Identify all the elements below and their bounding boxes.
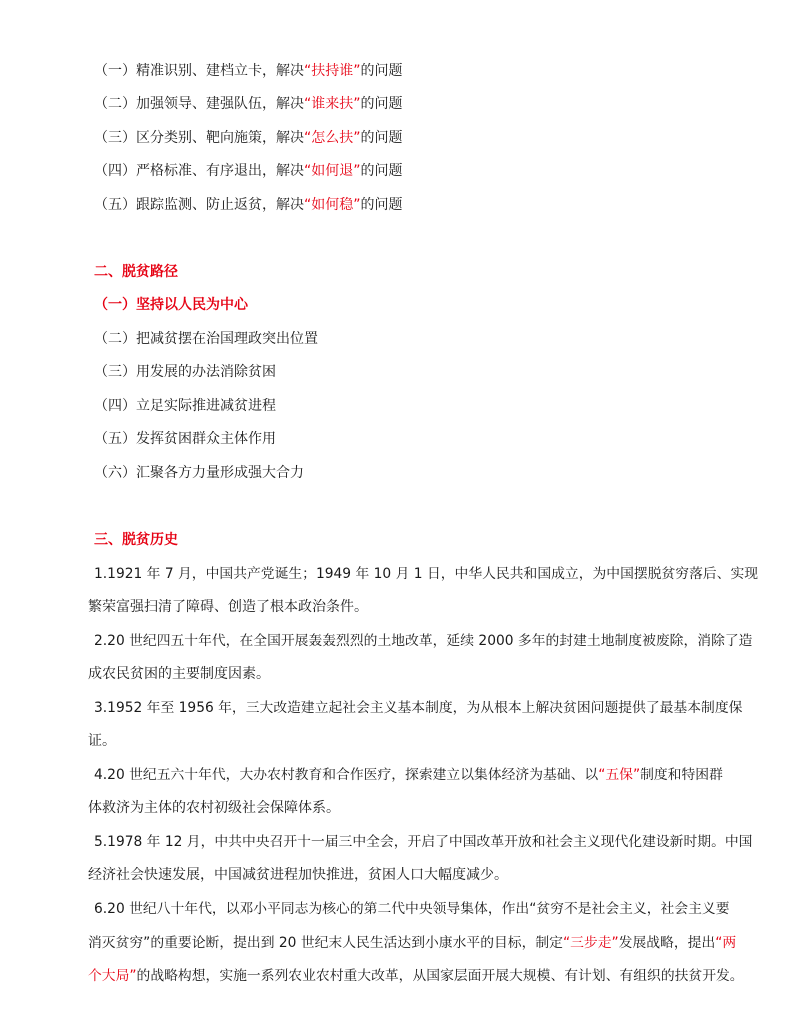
list-item: （六）汇聚各方力量形成强大合力 [94,465,304,481]
list-item: （四）立足实际推进减贫进程 [94,398,276,414]
list-item: （一）坚持以人民为中心 [94,297,248,313]
list-item: （二）把减贫摆在治国理政突出位置 [94,331,318,347]
paragraph-line: 体救济为主体的农村初级社会保障体系。 [88,800,340,816]
paragraph-line: 经济社会快速发展，中国减贫进程加快推进，贫困人口大幅度减少。 [88,867,508,883]
list-item: （五）跟踪监测、防止返贫，解决“如何稳”的问题 [94,197,403,213]
paragraph-line: 1.1921 年 7 月，中国共产党诞生；1949 年 10 月 1 日，中华人民共和国成立，为中国摆脱贫穷落后、实现 [94,566,759,582]
paragraph-line: 2.20 世纪四五十年代，在全国开展轰轰烈烈的土地改革，延续 2000 多年的封建土地制度被废除，消除了造 [94,633,753,649]
paragraph-line: 繁荣富强扫清了障碍、创造了根本政治条件。 [88,599,368,615]
paragraph-line: 个大局”的战略构想，实施一系列农业农村重大改革，从国家层面开展大规模、有计划、有组织的扶贫开发。 [88,968,744,984]
list-item: （二）加强领导、建强队伍，解决“谁来扶”的问题 [94,96,403,112]
list-item: （四）严格标准、有序退出，解决“如何退”的问题 [94,163,403,179]
list-item: （五）发挥贫困群众主体作用 [94,431,276,447]
paragraph-line: 消灭贫穷”的重要论断，提出到 20 世纪末人民生活达到小康水平的目标，制定“三步走”发展战略，提出“两 [88,935,737,951]
list-item: （一）精准识别、建档立卡，解决“扶持谁”的问题 [94,63,403,79]
paragraph-line: 3.1952 年至 1956 年，三大改造建立起社会主义基本制度，为从根本上解决贫困问题提供了最基本制度保 [94,700,743,716]
section-heading: 二、脱贫路径 [94,264,178,280]
list-item: （三）区分类别、靶向施策，解决“怎么扶”的问题 [94,130,403,146]
paragraph-line: 4.20 世纪五六十年代，大办农村教育和合作医疗，探索建立以集体经济为基础、以“五保”制度和特困群 [94,767,723,783]
list-item: （三）用发展的办法消除贫困 [94,364,276,380]
paragraph-line: 5.1978 年 12 月，中共中央召开十一届三中全会，开启了中国改革开放和社会主义现代化建设新时期。中国 [94,834,753,850]
paragraph-line: 证。 [88,733,116,749]
section-heading: 三、脱贫历史 [94,532,178,548]
paragraph-line: 6.20 世纪八十年代，以邓小平同志为核心的第二代中央领导集体，作出“贫穷不是社会主义，社会主义要 [94,901,730,917]
paragraph-line: 成农民贫困的主要制度因素。 [88,666,270,682]
